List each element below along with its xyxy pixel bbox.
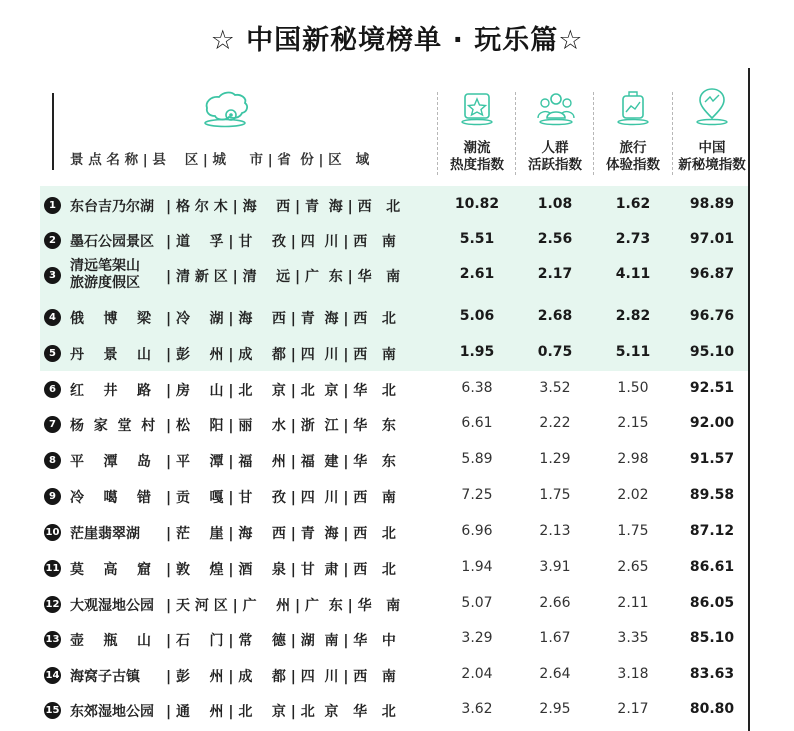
table-row: [0, 300, 794, 334]
rank-badge: 14: [44, 667, 61, 684]
trend-value: 6.61: [461, 415, 493, 431]
table-row: [0, 693, 794, 727]
travel-value: 2.17: [617, 701, 649, 717]
trend-value: 1.95: [459, 344, 495, 360]
rank-badge: 13: [44, 631, 61, 648]
score-value: 92.51: [689, 380, 735, 396]
table-row: [0, 658, 794, 692]
table-row: [0, 622, 794, 656]
trend-value: 7.25: [461, 487, 493, 503]
location-info: | 天 河 区 | 广 州 | 广 东 | 华 南: [166, 598, 401, 614]
column-header-score: 中国 新秘境指数: [678, 140, 746, 173]
rank-badge: 4: [44, 309, 61, 326]
trend-value: 5.07: [461, 595, 493, 611]
table-row: [0, 515, 794, 549]
table-row: [0, 336, 794, 370]
score-value: 91.57: [689, 451, 735, 467]
spot-name: 大观湿地公园: [70, 598, 154, 614]
rank-badge: 2: [44, 232, 61, 249]
travel-value: 4.11: [615, 266, 651, 282]
rank-badge: 10: [44, 524, 61, 541]
travel-value: 1.75: [617, 523, 649, 539]
travel-value: 2.15: [617, 415, 649, 431]
travel-value: 2.02: [617, 487, 649, 503]
travel-value: 1.62: [615, 196, 651, 212]
trend-value: 5.89: [461, 451, 493, 467]
rank-badge: 15: [44, 702, 61, 719]
travel-value: 2.11: [617, 595, 649, 611]
travel-value: 3.35: [617, 630, 649, 646]
rank-badge: 7: [44, 416, 61, 433]
spot-name: 墨石公园景区: [70, 234, 154, 250]
score-value: 89.58: [689, 487, 735, 503]
rank-badge: 1: [44, 197, 61, 214]
trend-value: 3.62: [461, 701, 493, 717]
trend-value: 3.29: [461, 630, 493, 646]
rank-badge: 12: [44, 596, 61, 613]
table-row: [0, 479, 794, 513]
crowd-value: 3.52: [539, 380, 571, 396]
crowd-value: 2.66: [539, 595, 571, 611]
table-row: [0, 443, 794, 477]
spot-name: 冷 噶 错: [70, 490, 151, 506]
spot-name: 莫 高 窟: [70, 562, 151, 578]
score-value: 85.10: [689, 630, 735, 646]
location-info: | 通 州 | 北 京 | 北 京 华 北: [166, 704, 396, 720]
location-info: | 贡 嘎 | 甘 孜 | 四 川 | 西 南: [166, 490, 396, 506]
crowd-value: 1.75: [539, 487, 571, 503]
location-info: | 茫 崖 | 海 西 | 青 海 | 西 北: [166, 526, 396, 542]
trend-value: 6.38: [461, 380, 493, 396]
score-value: 97.01: [689, 231, 735, 247]
crowd-value: 2.68: [537, 308, 573, 324]
rank-badge: 6: [44, 381, 61, 398]
luggage-icon: [613, 88, 653, 126]
crowd-value: 2.22: [539, 415, 571, 431]
crowd-value: 1.67: [539, 630, 571, 646]
spot-name: 丹 景 山: [70, 347, 151, 363]
score-value: 96.87: [689, 266, 735, 282]
crowd-value: 1.29: [539, 451, 571, 467]
crowd-value: 1.08: [537, 196, 573, 212]
spot-name: 平 潭 岛: [70, 454, 151, 470]
table-row: [0, 551, 794, 585]
spot-name: 东台吉乃尔湖: [70, 199, 154, 215]
table-row: [0, 258, 794, 292]
trend-value: 10.82: [454, 196, 500, 212]
sparkle-badge-icon: [457, 88, 497, 126]
spot-name: 茫崖翡翠湖: [70, 526, 140, 542]
trend-value: 6.96: [461, 523, 493, 539]
people-group-icon: [536, 88, 576, 126]
location-info: | 松 阳 | 丽 水 | 浙 江 | 华 东: [166, 418, 396, 434]
location-info: | 格 尔 木 | 海 西 | 青 海 | 西 北: [166, 199, 401, 215]
score-value: 80.80: [689, 701, 735, 717]
rank-badge: 5: [44, 345, 61, 362]
column-header-trend: 潮流 热度指数: [450, 140, 504, 173]
location-info: | 清 新 区 | 清 远 | 广 东 | 华 南: [166, 269, 401, 285]
travel-value: 2.82: [615, 308, 651, 324]
trend-value: 5.06: [459, 308, 495, 324]
crowd-value: 3.91: [539, 559, 571, 575]
travel-value: 1.50: [617, 380, 649, 396]
location-pin-chart-icon: [692, 88, 732, 126]
score-value: 87.12: [689, 523, 735, 539]
score-value: 83.63: [689, 666, 735, 682]
score-value: 92.00: [689, 415, 735, 431]
table-row: [0, 223, 794, 257]
rank-badge: 9: [44, 488, 61, 505]
travel-value: 5.11: [615, 344, 651, 360]
spot-name: 红 井 路: [70, 383, 151, 399]
crowd-value: 2.13: [539, 523, 571, 539]
location-info: | 平 潭 | 福 州 | 福 建 | 华 东: [166, 454, 396, 470]
page-title: ☆ 中国新秘境榜单 · 玩乐篇☆: [210, 25, 584, 56]
score-value: 86.05: [689, 595, 735, 611]
spot-name: 清远笔架山 旅游度假区: [70, 258, 140, 291]
column-header-crowd: 人群 活跃指数: [528, 140, 582, 173]
travel-value: 2.98: [617, 451, 649, 467]
spot-name: 壶 瓶 山: [70, 633, 151, 649]
table-row: [0, 372, 794, 406]
crowd-value: 2.17: [537, 266, 573, 282]
location-info: | 房 山 | 北 京 | 北 京 | 华 北: [166, 383, 396, 399]
score-value: 86.61: [689, 559, 735, 575]
table-row: [0, 407, 794, 441]
left-column-headers: 景 点 名 称 | 县 区 | 城 市 | 省 份 | 区 域: [70, 152, 370, 168]
rank-badge: 8: [44, 452, 61, 469]
travel-value: 2.65: [617, 559, 649, 575]
trend-value: 2.04: [461, 666, 493, 682]
china-map-icon: [197, 88, 253, 128]
score-value: 96.76: [689, 308, 735, 324]
location-info: | 彭 州 | 成 都 | 四 川 | 西 南: [166, 669, 396, 685]
location-info: | 石 门 | 常 德 | 湖 南 | 华 中: [166, 633, 396, 649]
crowd-value: 0.75: [537, 344, 573, 360]
table-row: [0, 587, 794, 621]
spot-name: 俄 博 梁: [70, 311, 151, 327]
location-info: | 道 孚 | 甘 孜 | 四 川 | 西 南: [166, 234, 396, 250]
spot-name: 海窝子古镇: [70, 669, 140, 685]
rank-badge: 11: [44, 560, 61, 577]
rank-badge: 3: [44, 267, 61, 284]
crowd-value: 2.64: [539, 666, 571, 682]
location-info: | 敦 煌 | 酒 泉 | 甘 肃 | 西 北: [166, 562, 396, 578]
spot-name: 杨 家 堂 村: [70, 418, 156, 434]
spot-name: 东郊湿地公园: [70, 704, 154, 720]
location-info: | 冷 湖 | 海 西 | 青 海 | 西 北: [166, 311, 396, 327]
header-divider-left: [52, 93, 54, 170]
column-header-travel: 旅行 体验指数: [606, 140, 660, 173]
score-value: 98.89: [689, 196, 735, 212]
crowd-value: 2.95: [539, 701, 571, 717]
trend-value: 2.61: [459, 266, 495, 282]
crowd-value: 2.56: [537, 231, 573, 247]
score-value: 95.10: [689, 344, 735, 360]
trend-value: 5.51: [459, 231, 495, 247]
location-info: | 彭 州 | 成 都 | 四 川 | 西 南: [166, 347, 396, 363]
travel-value: 3.18: [617, 666, 649, 682]
trend-value: 1.94: [461, 559, 493, 575]
table-row: [0, 188, 794, 222]
travel-value: 2.73: [615, 231, 651, 247]
